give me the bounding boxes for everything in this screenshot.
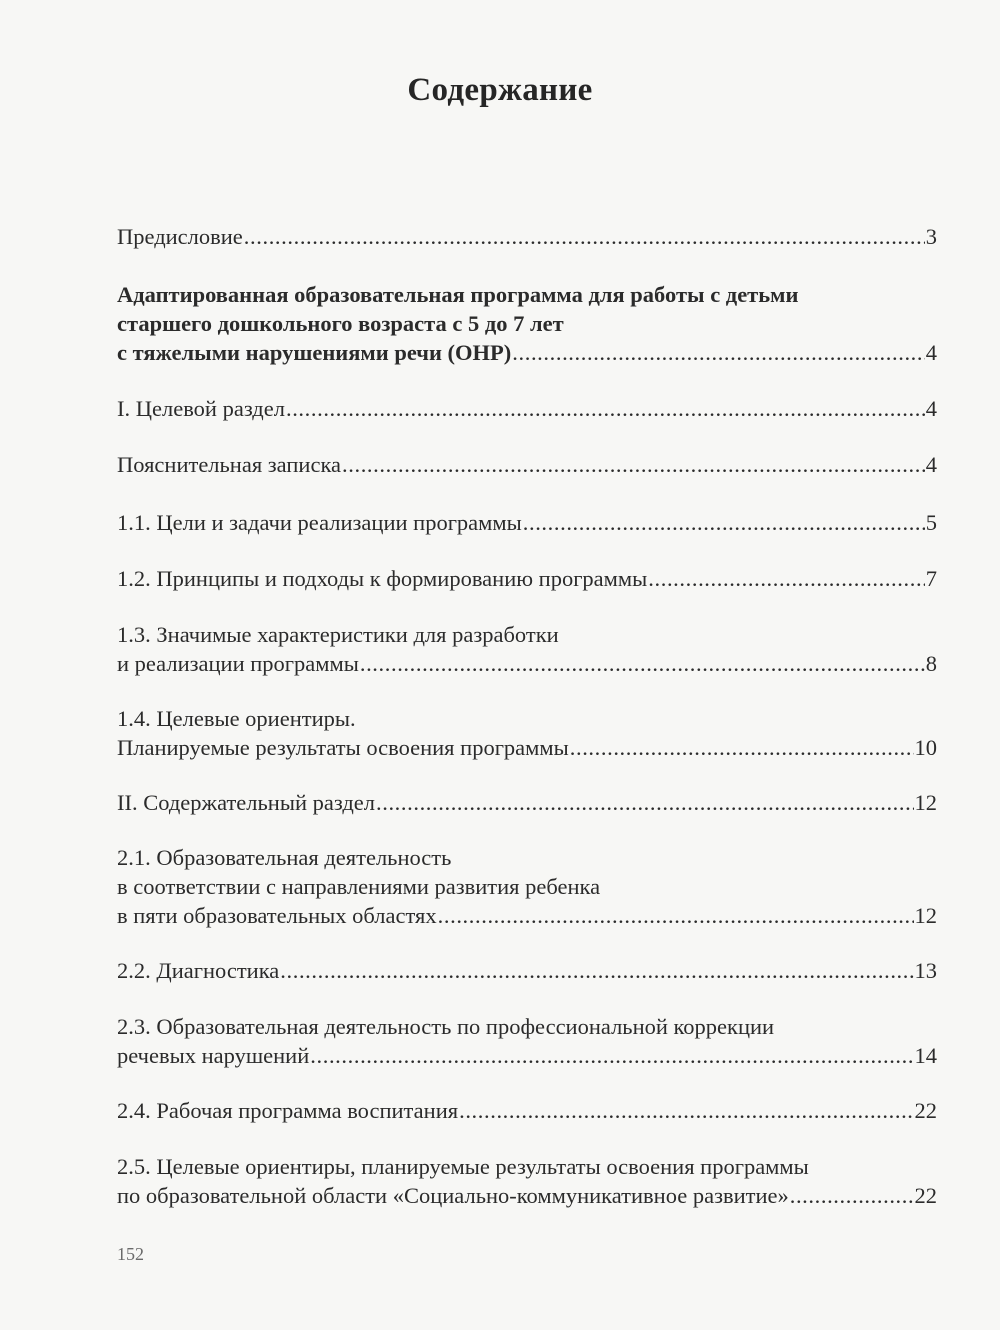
toc-entry-title: 1.1. Цели и задачи реализации программы [117,510,522,535]
toc-entry-title: I. Целевой раздел [117,396,285,421]
toc-entry-title: речевых нарушений [117,1043,310,1068]
toc-entry-title: по образовательной области «Социально-коммуникативное развитие» [117,1183,789,1208]
toc-page-number: 22 [914,1183,937,1208]
toc-entry-title: 2.4. Рабочая программа воспитания [117,1098,459,1123]
toc-entry-line: 1.3. Значимые характеристики для разработки [117,622,559,647]
dot-leader [360,649,925,678]
toc-entry-1-2[interactable] [117,564,937,593]
toc-entry-program[interactable] [117,280,937,367]
toc-entry-line: 2.3. Образовательная деятельность по профессиональной коррекции [117,1014,775,1039]
dot-leader [790,1181,914,1210]
dot-leader [342,450,925,479]
toc-page-number: 8 [925,651,937,676]
toc-entry-2-1[interactable] [117,843,937,930]
toc-entry-1-1[interactable] [117,508,937,537]
toc-entry-2-3[interactable] [117,1012,937,1070]
toc-entry-1-3[interactable] [117,620,937,678]
dot-leader [570,733,914,762]
toc-page-number: 10 [914,735,937,760]
toc-entry-title: в пяти образовательных областях [117,903,437,928]
toc-entry-title: с тяжелыми нарушениями речи (ОНР) [117,340,512,365]
dot-leader [244,222,925,251]
dot-leader [438,901,914,930]
toc-entry-2-2[interactable] [117,956,937,985]
toc-entry-line: 2.1. Образовательная деятельность [117,845,452,870]
toc-page-number: 13 [914,958,937,983]
toc-entry-explanatory-note[interactable] [117,450,937,479]
toc-entry-line: Адаптированная образовательная программа для работы с детьми [117,282,799,307]
page-title: Содержание [407,72,593,108]
toc-entry-title: 1.2. Принципы и подходы к формированию программы [117,566,648,591]
toc-entry-title: Пояснительная записка [117,452,342,477]
toc-page-number: 22 [914,1098,937,1123]
toc-entry-section-1[interactable] [117,394,937,423]
toc-entry-title: Предисловие [117,224,243,249]
toc-page-number: 5 [925,510,937,535]
toc-entry-title: II. Содержательный раздел [117,790,375,815]
toc-entry-foreword[interactable] [117,222,937,251]
toc-entry-title: и реализации программы [117,651,359,676]
toc-page-number: 3 [925,224,937,249]
dot-leader [310,1041,913,1070]
dot-leader [648,564,924,593]
toc-page-number: 12 [914,903,937,928]
toc-entry-1-4[interactable] [117,704,937,762]
toc-page-number: 4 [925,396,937,421]
toc-page-number: 4 [925,340,937,365]
dot-leader [280,956,913,985]
toc-entry-line: в соответствии с направлениями развития ребенка [117,874,601,899]
toc-entry-line: старшего дошкольного возраста с 5 до 7 лет [117,311,564,336]
toc-page-number: 4 [925,452,937,477]
dot-leader [459,1096,913,1125]
toc-page-number: 12 [914,790,937,815]
toc-entry-line: 2.5. Целевые ориентиры, планируемые результаты освоения программы [117,1154,809,1179]
toc-entry-line: 1.4. Целевые ориентиры. [117,706,356,731]
toc-entry-section-2[interactable] [117,788,937,817]
dot-leader [286,394,925,423]
dot-leader [376,788,914,817]
toc-page-number: 7 [925,566,937,591]
toc-entry-title: Планируемые результаты освоения программы [117,735,569,760]
toc-entry-2-4[interactable] [117,1096,937,1125]
dot-leader [512,338,924,367]
dot-leader [523,508,925,537]
toc-entry-2-5[interactable] [117,1152,937,1210]
page-number: 152 [117,1244,144,1264]
toc-entry-title: 2.2. Диагностика [117,958,280,983]
toc-page-number: 14 [914,1043,937,1068]
